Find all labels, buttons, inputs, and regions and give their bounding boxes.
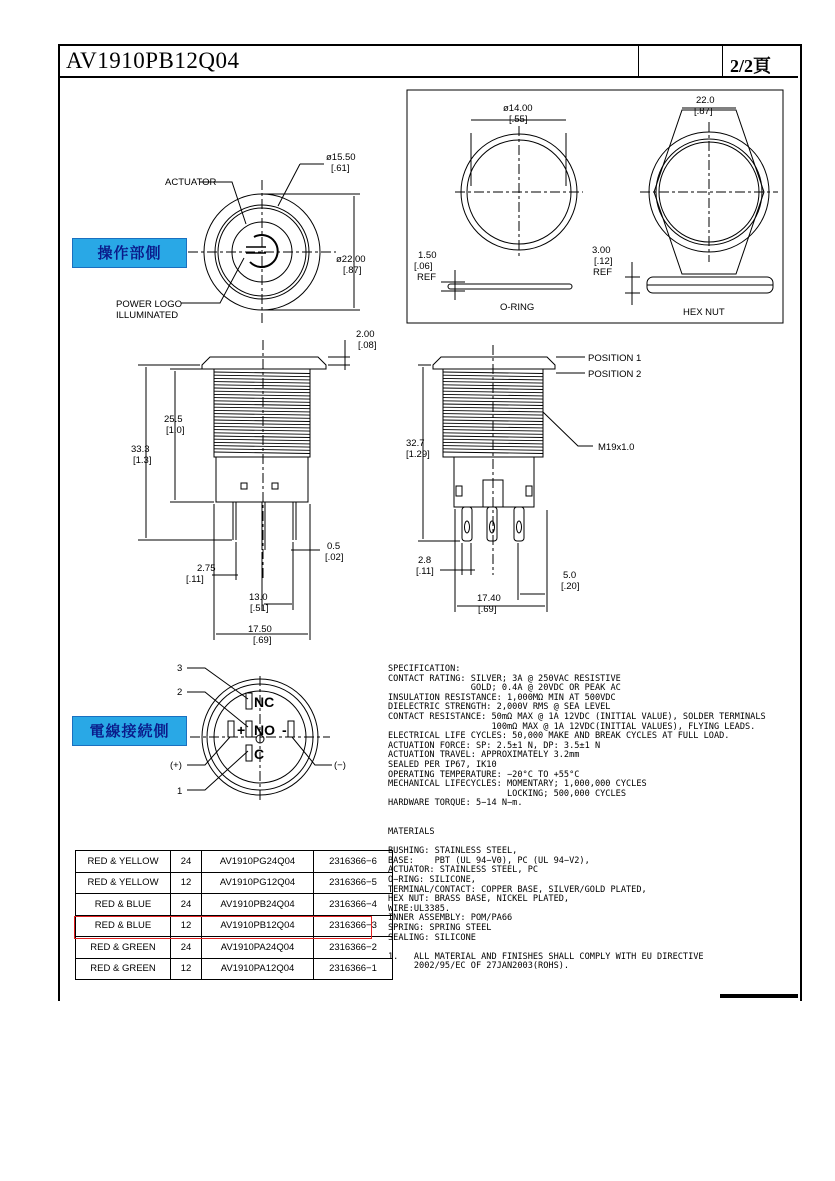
- table-cell: 24: [171, 937, 202, 959]
- dim-t255b: [1.0]: [166, 425, 185, 436]
- label-minus: (−): [334, 760, 346, 771]
- specification-block: SPECIFICATION: CONTACT RATING: SILVER; 3A @ 250VAC RESISTIVE GOLD; 0.4A @ 20VDC OR PEAK AC INSULATION RESISTANCE: 1,000MΩ MIN AT 500VDC DIELECTRIC STRENGTH: 2,000V RMS @ SEA LEVEL CONTACT RESISTANCE: 50mΩ MAX @ 1A 12VDC (INITIAL VALUE), SOLDER TERMINALS 100mΩ MAX @ 1A 12VDC(INITIAL VALUES), FLYING LEADS. ELECTRICAL LIFE CYCLES: 50,000 MAKE AND BREAK CYCLES AT FULL LOAD. ACTUATION FORCE: SP: 2.5±1 N, DP: 3.5±1 N ACTUATION TRAVEL: APPROXIMATELY 3.2mm SEALED PER IP67, IK10 OPERATING TEMPERATURE: −20°C TO +55°C MECHANICAL LIFECYCLES: MOMENTARY; 1,000,000 CYCLES LOCKING; 500,000 CYCLES HARDWARE TORQUE: 5−14 N−m.: [388, 664, 766, 809]
- table-cell: RED & YELLOW: [76, 851, 171, 873]
- table-cell: AV1910PA12Q04: [202, 958, 314, 980]
- dim-s1740: 17.40: [477, 593, 501, 604]
- dim-t200b: [.08]: [358, 340, 377, 351]
- dim-t130: 13.0: [249, 592, 268, 603]
- thread-line: [214, 430, 310, 432]
- table-cell: 2316366−6: [314, 851, 393, 873]
- materials-block: MATERIALS BUSHING: STAINLESS STEEL, BASE: PBT (UL 94−V0), PC (UL 94−V2), ACTUATOR: STAINLESS STEEL, PC O−RING: SILICONE, TERMINAL/CONTACT: COPPER BASE, SILVER/GOLD PLATED, HEX NUT: BRASS BASE, NICKEL PLATED, WIRE:UL3385. INNER ASSEMBLY: POM/PA66 SPRING: SPRING STEEL SEALING: SILICONE 1. ALL MATERIAL AND FINISHES SHALL COMPLY WITH EU DIRECTIVE 2002/95/EC OF 27JAN2003(ROHS).: [388, 827, 704, 972]
- label-actuator: ACTUATOR: [165, 177, 217, 188]
- thread-line: [214, 388, 310, 390]
- thread-line: [214, 446, 310, 448]
- label-nc: NC: [254, 694, 275, 710]
- dim-t200: 2.00: [356, 329, 375, 340]
- thread-line: [214, 439, 310, 441]
- dim-t275: 2.75: [197, 563, 216, 574]
- dim-t05: 0.5: [327, 541, 341, 552]
- table-cell: 12: [171, 915, 202, 937]
- side-view-left: [138, 340, 350, 640]
- dim-t255: 25.5: [164, 414, 183, 425]
- dim-t130b: [.51]: [250, 603, 269, 614]
- wiring-side-badge: 電線接続側: [72, 716, 187, 746]
- table-cell: AV1910PG12Q04: [202, 872, 314, 894]
- label-power-logo-2: ILLUMINATED: [116, 310, 179, 321]
- table-cell: AV1910PG24Q04: [202, 851, 314, 873]
- selected-row-highlight: [74, 916, 372, 939]
- thread-line: [214, 378, 310, 380]
- page-number: 2/2頁: [730, 56, 772, 76]
- table-cell: 12: [171, 872, 202, 894]
- dim-d2200b: [.87]: [343, 265, 362, 276]
- table-cell: 2316366−4: [314, 894, 393, 916]
- label-thread: M19x1.0: [598, 442, 635, 453]
- thread-line: [214, 375, 310, 377]
- dim-t05b: [.02]: [325, 552, 344, 563]
- dim-s327: 32.7: [406, 438, 425, 449]
- thread-line: [443, 414, 543, 416]
- dim-t1750: 17.50: [248, 624, 272, 635]
- dim-h220b: [.87]: [694, 106, 713, 117]
- table-cell: AV1910PB24Q04: [202, 894, 314, 916]
- table-cell: 2316366−1: [314, 958, 393, 980]
- table-row: [76, 937, 393, 959]
- thread-line: [214, 452, 310, 454]
- dim-s28b: [.11]: [416, 566, 434, 577]
- thread-line: [214, 442, 310, 444]
- dim-t275b: [.11]: [186, 574, 204, 585]
- dim-s50b: [.20]: [561, 581, 580, 592]
- front-view: [181, 164, 360, 325]
- table-cell: 2316366−3: [314, 915, 393, 937]
- table-cell: RED & BLUE: [76, 915, 171, 937]
- dim-s50: 5.0: [563, 570, 577, 581]
- thread-line: [214, 372, 310, 374]
- table-cell: 2316366−2: [314, 937, 393, 959]
- thread-line: [214, 398, 310, 400]
- thread-line: [443, 375, 543, 377]
- thread-line: [214, 436, 310, 438]
- table-row: [76, 958, 393, 980]
- table-cell: RED & GREEN: [76, 937, 171, 959]
- label-terminal-3: 3: [177, 663, 183, 674]
- table-row: [76, 872, 393, 894]
- parts-table: [75, 850, 393, 980]
- svg-text:+: +: [237, 722, 246, 738]
- thread-line: [443, 382, 543, 384]
- table-cell: 24: [171, 851, 202, 873]
- label-plus: (+): [170, 760, 182, 771]
- operation-side-badge: 操作部側: [72, 238, 187, 268]
- thread-line: [214, 433, 310, 435]
- dim-d1550: ø15.50: [326, 152, 356, 163]
- label-terminal-2: 2: [177, 687, 183, 698]
- label-c: C: [254, 746, 265, 762]
- dim-t1750b: [.69]: [253, 635, 272, 646]
- thread-line: [214, 423, 310, 425]
- table-row: [76, 851, 393, 873]
- part-number-title: AV1910PB12Q04: [66, 48, 240, 73]
- thread-line: [214, 449, 310, 451]
- dim-d2200: ø22.00: [336, 254, 366, 265]
- dim-d1400b: [.55]: [509, 114, 528, 125]
- o-ring-view: [441, 120, 583, 300]
- label-ref-oring: REF: [417, 272, 436, 283]
- thread-line: [214, 417, 310, 419]
- hex-nut-view: [625, 108, 778, 305]
- dim-d1400: ø14.00: [503, 103, 533, 114]
- table-cell: 24: [171, 894, 202, 916]
- table-cell: 2316366−5: [314, 872, 393, 894]
- table-cell: 12: [171, 958, 202, 980]
- dim-n300b: [.12]: [594, 256, 613, 267]
- label-no: NO: [254, 722, 275, 738]
- dim-t333: 33.3: [131, 444, 150, 455]
- label-hex-nut: HEX NUT: [683, 307, 725, 318]
- svg-text:-: -: [282, 722, 287, 738]
- thread-line: [214, 410, 310, 412]
- dim-s327b: [1.29]: [406, 449, 430, 460]
- thread-line: [214, 382, 310, 384]
- label-ref-nut: REF: [593, 267, 612, 278]
- thread-line: [214, 414, 310, 416]
- thread-line: [214, 420, 310, 422]
- table-row: [76, 894, 393, 916]
- dim-d1550b: [.61]: [331, 163, 350, 174]
- label-o-ring: O-RING: [500, 302, 535, 313]
- thread-line: [214, 426, 310, 428]
- table-cell: AV1910PA24Q04: [202, 937, 314, 959]
- dim-o150b: [.06]: [414, 261, 433, 272]
- label-position-2: POSITION 2: [588, 369, 642, 380]
- table-cell: RED & GREEN: [76, 958, 171, 980]
- dim-s28: 2.8: [418, 555, 432, 566]
- table-cell: AV1910PB12Q04: [202, 915, 314, 937]
- dim-h220: 22.0: [696, 95, 715, 106]
- label-position-1: POSITION 1: [588, 353, 642, 364]
- thread-line: [214, 385, 310, 387]
- sheet-corner-line: [720, 994, 798, 998]
- thread-line: [214, 404, 310, 406]
- table-cell: RED & YELLOW: [76, 872, 171, 894]
- thread-line: [443, 394, 543, 396]
- thread-line: [214, 391, 310, 393]
- table-cell: RED & BLUE: [76, 894, 171, 916]
- dim-s1740b: [.69]: [478, 604, 497, 615]
- dim-o150: 1.50: [418, 250, 437, 261]
- dim-t333b: [1.3]: [133, 455, 152, 466]
- thread-line: [214, 407, 310, 409]
- label-terminal-1: 1: [177, 786, 183, 797]
- dim-n300: 3.00: [592, 245, 611, 256]
- label-power-logo-1: POWER LOGO: [116, 299, 182, 310]
- thread-line: [214, 401, 310, 403]
- thread-line: [214, 394, 310, 396]
